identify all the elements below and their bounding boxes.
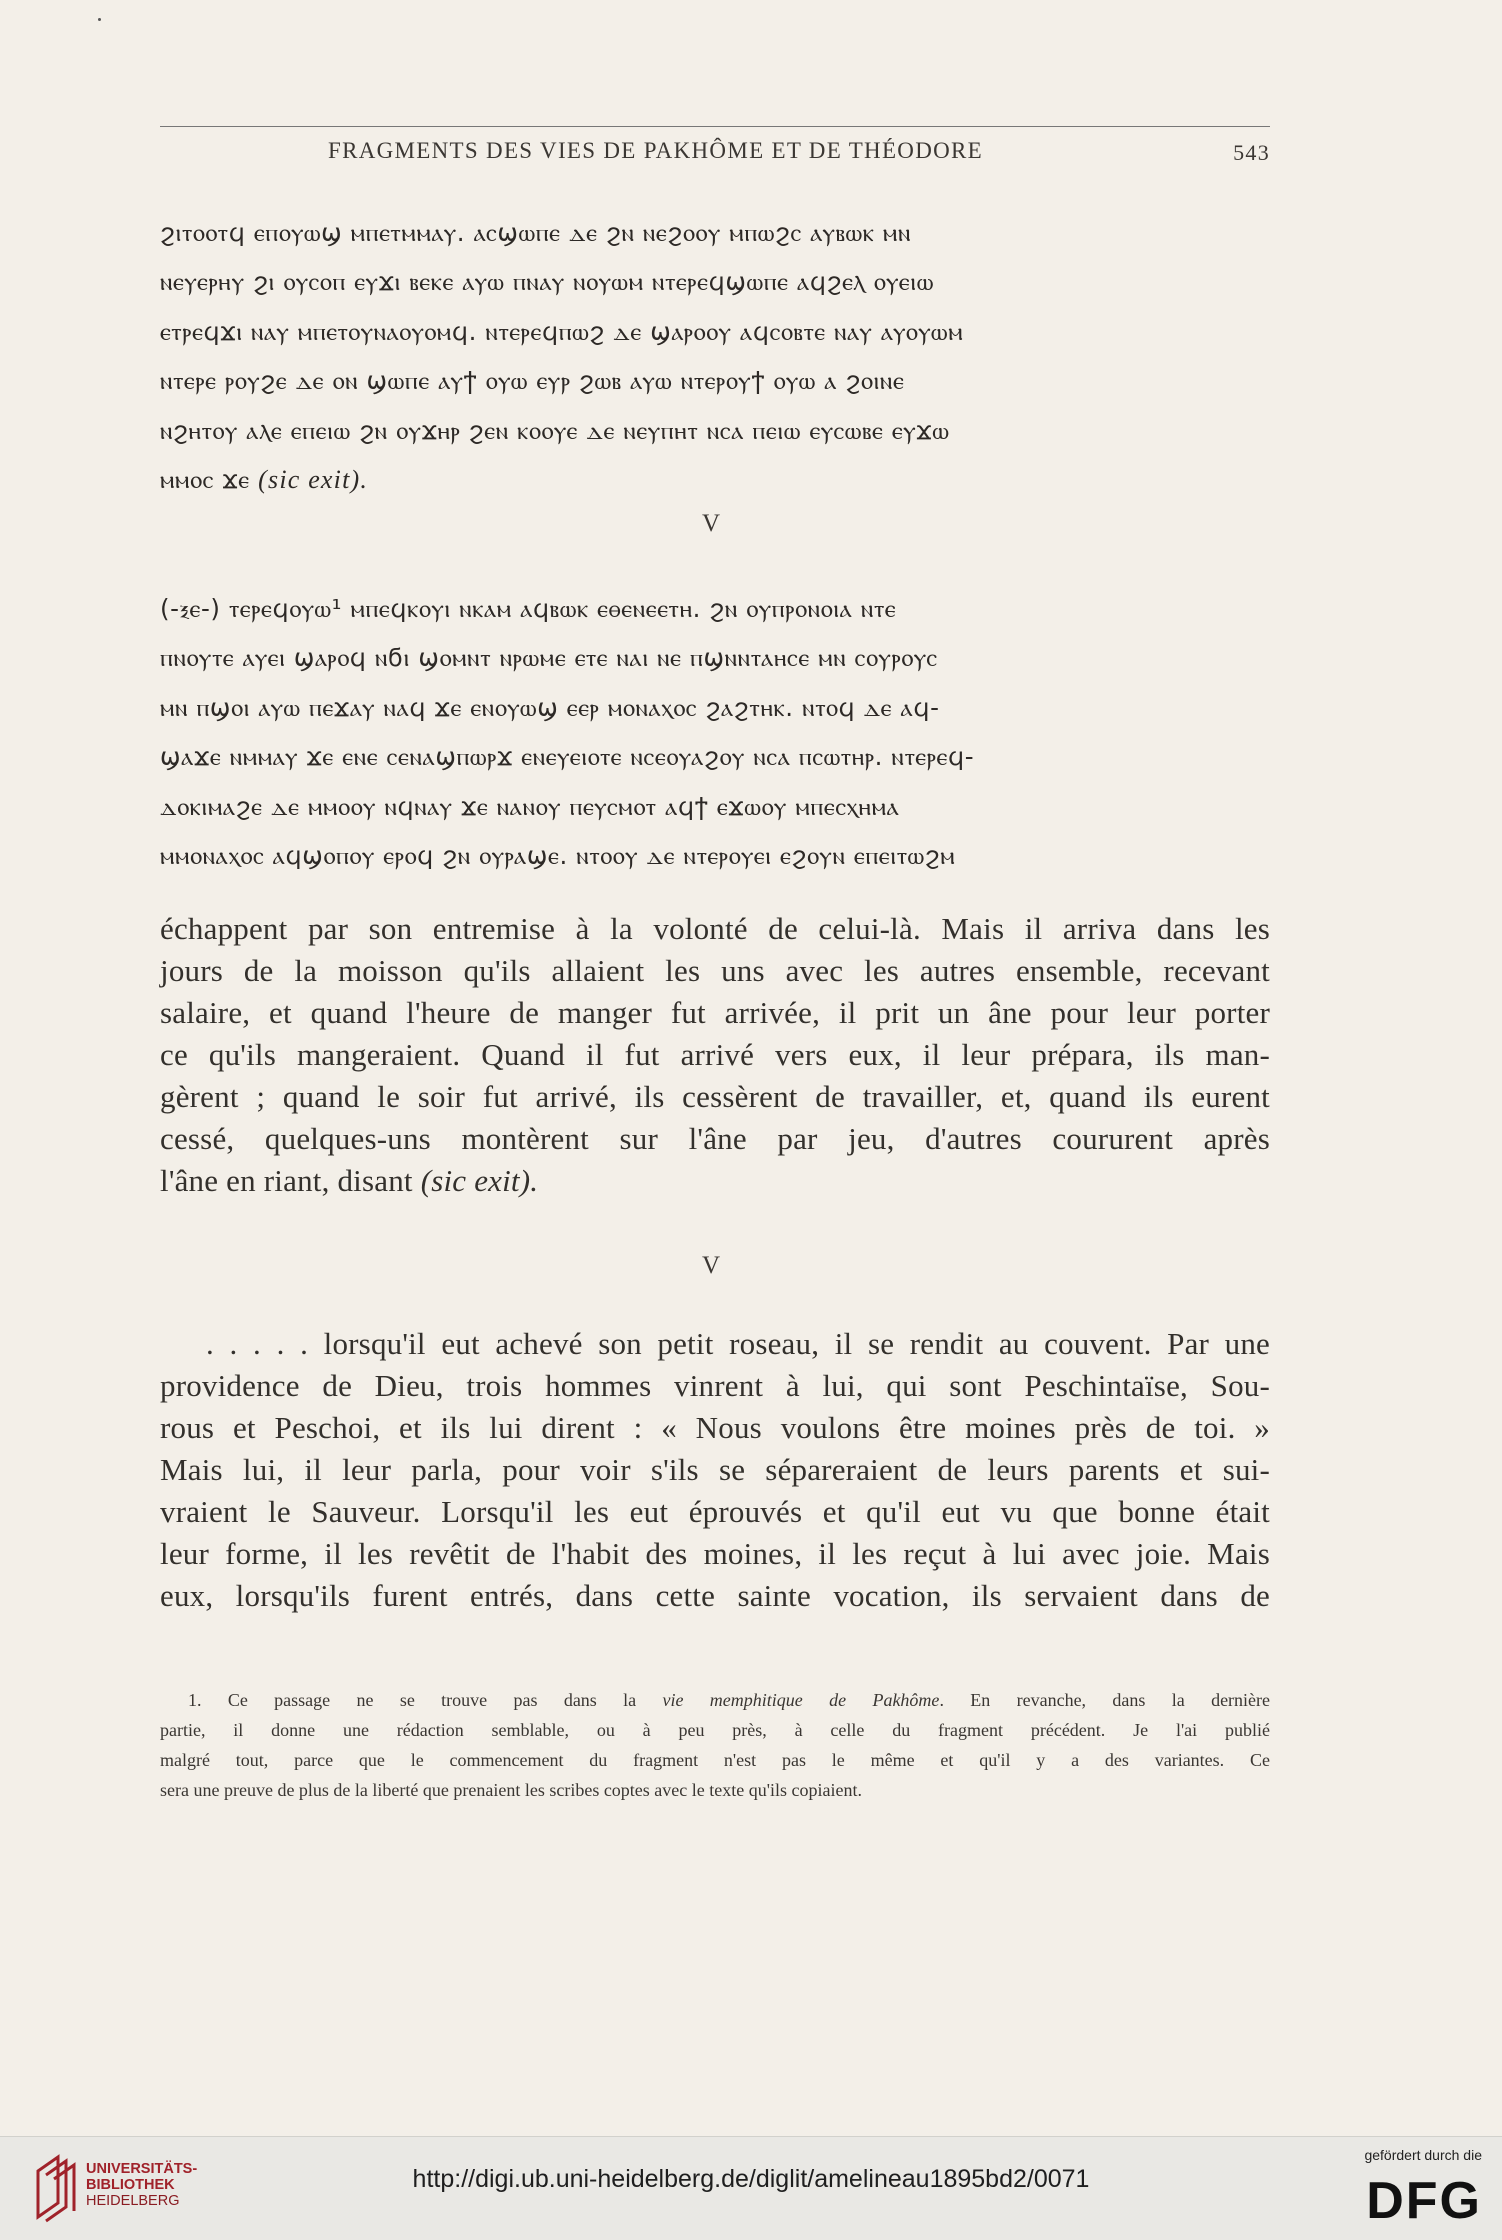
french-line: salaire, et quand l'heure de manger fut arrivée, il prit un âne pour leur porter (160, 995, 1270, 1030)
french-line: échappent par son entremise à la volonté de celui-là. Mais il arriva dans les (160, 911, 1270, 946)
coptic-line: ⲛⲧⲉⲣⲉ ⲣⲟⲩϩⲉ ⲇⲉ ⲟⲛ ϣⲱⲡⲉ ⲁⲩϯ ⲟⲩⲱ ⲉⲩⲣ ϩⲱⲃ ⲁⲩⲱ ⲛⲧⲉⲣⲟⲩϯ ⲟⲩⲱ ⲁ ϩⲟⲓⲛⲉ (160, 366, 905, 396)
page-number: 543 (1233, 140, 1270, 165)
speck-mark (98, 18, 101, 21)
french-line: gèrent ; quand le soir fut arrivé, ils cessèrent de travailler, et, quand ils eurent (160, 1079, 1270, 1114)
french-line: vraient le Sauveur. Lorsqu'il les eut éprouvés et qu'il eut vu que bonne était (160, 1494, 1270, 1529)
viewer-footer (0, 2136, 1502, 2240)
sic-note: (sic exit). (420, 1163, 539, 1198)
french-line: providence de Dieu, trois hommes vinrent à lui, qui sont Peschintaïse, Sou- (160, 1368, 1270, 1403)
footnote-line: sera une preuve de plus de la liberté que prenaient les scribes coptes avec le texte qu'ils copiaient. (160, 1780, 862, 1800)
coptic-paragraph-2 (160, 584, 1270, 880)
library-name-line: BIBLIOTHEK (86, 2177, 175, 2193)
footnote (160, 1685, 1270, 1805)
coptic-line: ⲉⲧⲣⲉϥϫⲓ ⲛⲁⲩ ⲙⲡⲉⲧⲟⲩⲛⲁⲟⲩⲟⲙϥ. ⲛⲧⲉⲣⲉϥⲡⲱϩ ⲇⲉ ϣⲁⲣⲟⲟⲩ ⲁϥⲥⲟⲃⲧⲉ ⲛⲁⲩ ⲁⲩⲟⲩⲱⲙ (160, 316, 964, 346)
coptic-line: ⲇⲟⲕⲓⲙⲁϩⲉ ⲇⲉ ⲙⲙⲟⲟⲩ ⲛϥⲛⲁⲩ ϫⲉ ⲛⲁⲛⲟⲩ ⲡⲉⲩⲥⲙⲟⲧ ⲁϥϯ ⲉϫⲱⲟⲩ ⲙⲡⲉⲥⲭⲏⲙⲁ (160, 791, 900, 821)
coptic-line: ⲡⲛⲟⲩⲧⲉ ⲁⲩⲉⲓ ϣⲁⲣⲟϥ ⲛϭⲓ ϣⲟⲙⲛⲧ ⲛⲣⲱⲙⲉ ⲉⲧⲉ ⲛⲁⲓ ⲛⲉ ⲡϣⲛⲛⲧⲁⲏⲥⲉ ⲙⲛ ⲥⲟⲩⲣⲟⲩⲥ (160, 643, 938, 673)
footnote-text: . En revanche, dans la dernière (939, 1690, 1271, 1710)
french-line: jours de la moisson qu'ils allaient les uns avec les autres ensemble, recevant (160, 953, 1270, 988)
footnote-title: vie memphitique de Pakhôme (662, 1690, 940, 1710)
french-line-last (160, 1160, 1270, 1202)
french-paragraph-2 (160, 1323, 1270, 1617)
header-rule (160, 126, 1270, 127)
coptic-line-last (160, 455, 1270, 504)
coptic-line: ⲛⲉⲩⲉⲣⲏⲩ ϩⲓ ⲟⲩⲥⲟⲡ ⲉⲩϫⲓ ⲃⲉⲕⲉ ⲁⲩⲱ ⲡⲛⲁⲩ ⲛⲟⲩⲱⲙ ⲛⲧⲉⲣⲉϥϣⲱⲡⲉ ⲁϥϩⲉⲗ ⲟⲩⲉⲓⲱ (160, 267, 934, 297)
sic-note: (sic exit). (258, 465, 369, 495)
section-numeral: V (701, 1252, 721, 1279)
coptic-line: ⲛϩⲏⲧⲟⲩ ⲁⲗⲉ ⲉⲡⲉⲓⲱ ϩⲛ ⲟⲩϫⲏⲣ ϩⲉⲛ ⲕⲟⲟⲩⲉ ⲇⲉ ⲛⲉⲩⲡⲏⲧ ⲛⲥⲁ ⲡⲉⲓⲱ ⲉⲩⲥⲱⲃⲉ ⲉⲩϫⲱ (160, 415, 950, 445)
coptic-line-text: ⲙⲙⲟⲥ ϫⲉ (160, 465, 250, 495)
section-numeral: V (701, 510, 721, 537)
coptic-line: ⲙⲙⲟⲛⲁⲭⲟⲥ ⲁϥϣⲟⲡⲟⲩ ⲉⲣⲟϥ ϩⲛ ⲟⲩⲣⲁϣⲉ. ⲛⲧⲟⲟⲩ ⲇⲉ ⲛⲧⲉⲣⲟⲩⲉⲓ ⲉϩⲟⲩⲛ ⲉⲡⲉⲓⲧⲱϩⲙ (160, 841, 956, 871)
french-line-text: l'âne en riant, disant (160, 1163, 413, 1198)
library-name-line: UNIVERSITÄTS- (86, 2161, 198, 2177)
permalink-url[interactable]: http://digi.ub.uni-heidelberg.de/diglit/amelineau1895bd2/0071 (412, 2165, 1090, 2193)
coptic-line: (-ⲝⲉ-) ⲧⲉⲣⲉϥⲟⲩⲱ¹ ⲙⲡⲉϥⲕⲟⲩⲓ ⲛⲕⲁⲙ ⲁϥⲃⲱⲕ ⲉⲑⲉⲛⲉⲉⲧⲏ. ϩⲛ ⲟⲩⲡⲣⲟⲛⲟⲓⲁ ⲛⲧⲉ (160, 594, 897, 623)
french-line: . . . . . lorsqu'il eut achevé son petit roseau, il se rendit au couvent. Par une (206, 1326, 1270, 1361)
french-line: ce qu'ils mangeraient. Quand il fut arrivé vers eux, il leur prépara, ils man- (160, 1037, 1270, 1072)
coptic-line: ϩⲓⲧⲟⲟⲧϥ ⲉⲡⲟⲩⲱϣ ⲙⲡⲉⲧⲙⲙⲁⲩ. ⲁⲥϣⲱⲡⲉ ⲇⲉ ϩⲛ ⲛⲉϩⲟⲟⲩ ⲙⲡⲱϩⲥ ⲁⲩⲃⲱⲕ ⲙⲛ (160, 218, 911, 247)
footnote-line: malgré tout, parce que le commencement du fragment n'est pas le même et qu'il y a des variantes. Ce (160, 1750, 1270, 1770)
funder-logo: DFG (1366, 2172, 1482, 2230)
footnote-line (160, 1685, 1270, 1715)
footnote-line: partie, il donne une rédaction semblable, ou à peu près, à celle du fragment précédent. Je l'ai publié (160, 1720, 1270, 1740)
coptic-paragraph-1 (160, 208, 1270, 504)
french-line: eux, lorsqu'ils furent entrés, dans cette sainte vocation, ils servaient dans de (160, 1578, 1270, 1613)
funding-note: gefördert durch die (1364, 2147, 1482, 2163)
coptic-line: ⲙⲛ ⲡϣⲟⲓ ⲁⲩⲱ ⲡⲉϫⲁⲩ ⲛⲁϥ ϫⲉ ⲉⲛⲟⲩⲱϣ ⲉⲉⲣ ⲙⲟⲛⲁⲭⲟⲥ ϩⲁϩⲧⲏⲕ. ⲛⲧⲟϥ ⲇⲉ ⲁϥ- (160, 692, 940, 722)
french-line: Mais lui, il leur parla, pour voir s'ils se sépareraient de leurs parents et sui- (160, 1452, 1270, 1487)
library-city: HEIDELBERG (86, 2193, 180, 2209)
footnote-marker: 1. (188, 1690, 202, 1710)
french-line: leur forme, il les revêtit de l'habit des moines, il les reçut à lui avec joie. Mais (160, 1536, 1270, 1571)
coptic-line: ϣⲁϫⲉ ⲛⲙⲙⲁⲩ ϫⲉ ⲉⲛⲉ ⲥⲉⲛⲁϣⲡⲱⲣϫ ⲉⲛⲉⲩⲉⲓⲟⲧⲉ ⲛⲥⲉⲟⲩⲁϩⲟⲩ ⲛⲥⲁ ⲡⲥⲱⲧⲏⲣ. ⲛⲧⲉⲣⲉϥ- (160, 742, 975, 772)
french-paragraph-1 (160, 908, 1270, 1202)
french-line: rous et Peschoi, et ils lui dirent : « Nous voulons être moines près de toi. » (160, 1410, 1270, 1445)
running-title: FRAGMENTS DES VIES DE PAKHÔME ET DE THÉODORE (328, 138, 984, 163)
footnote-text: Ce passage ne se trouve pas dans la (227, 1690, 637, 1710)
french-line: cessé, quelques-uns montèrent sur l'âne par jeu, d'autres coururent après (160, 1121, 1270, 1156)
